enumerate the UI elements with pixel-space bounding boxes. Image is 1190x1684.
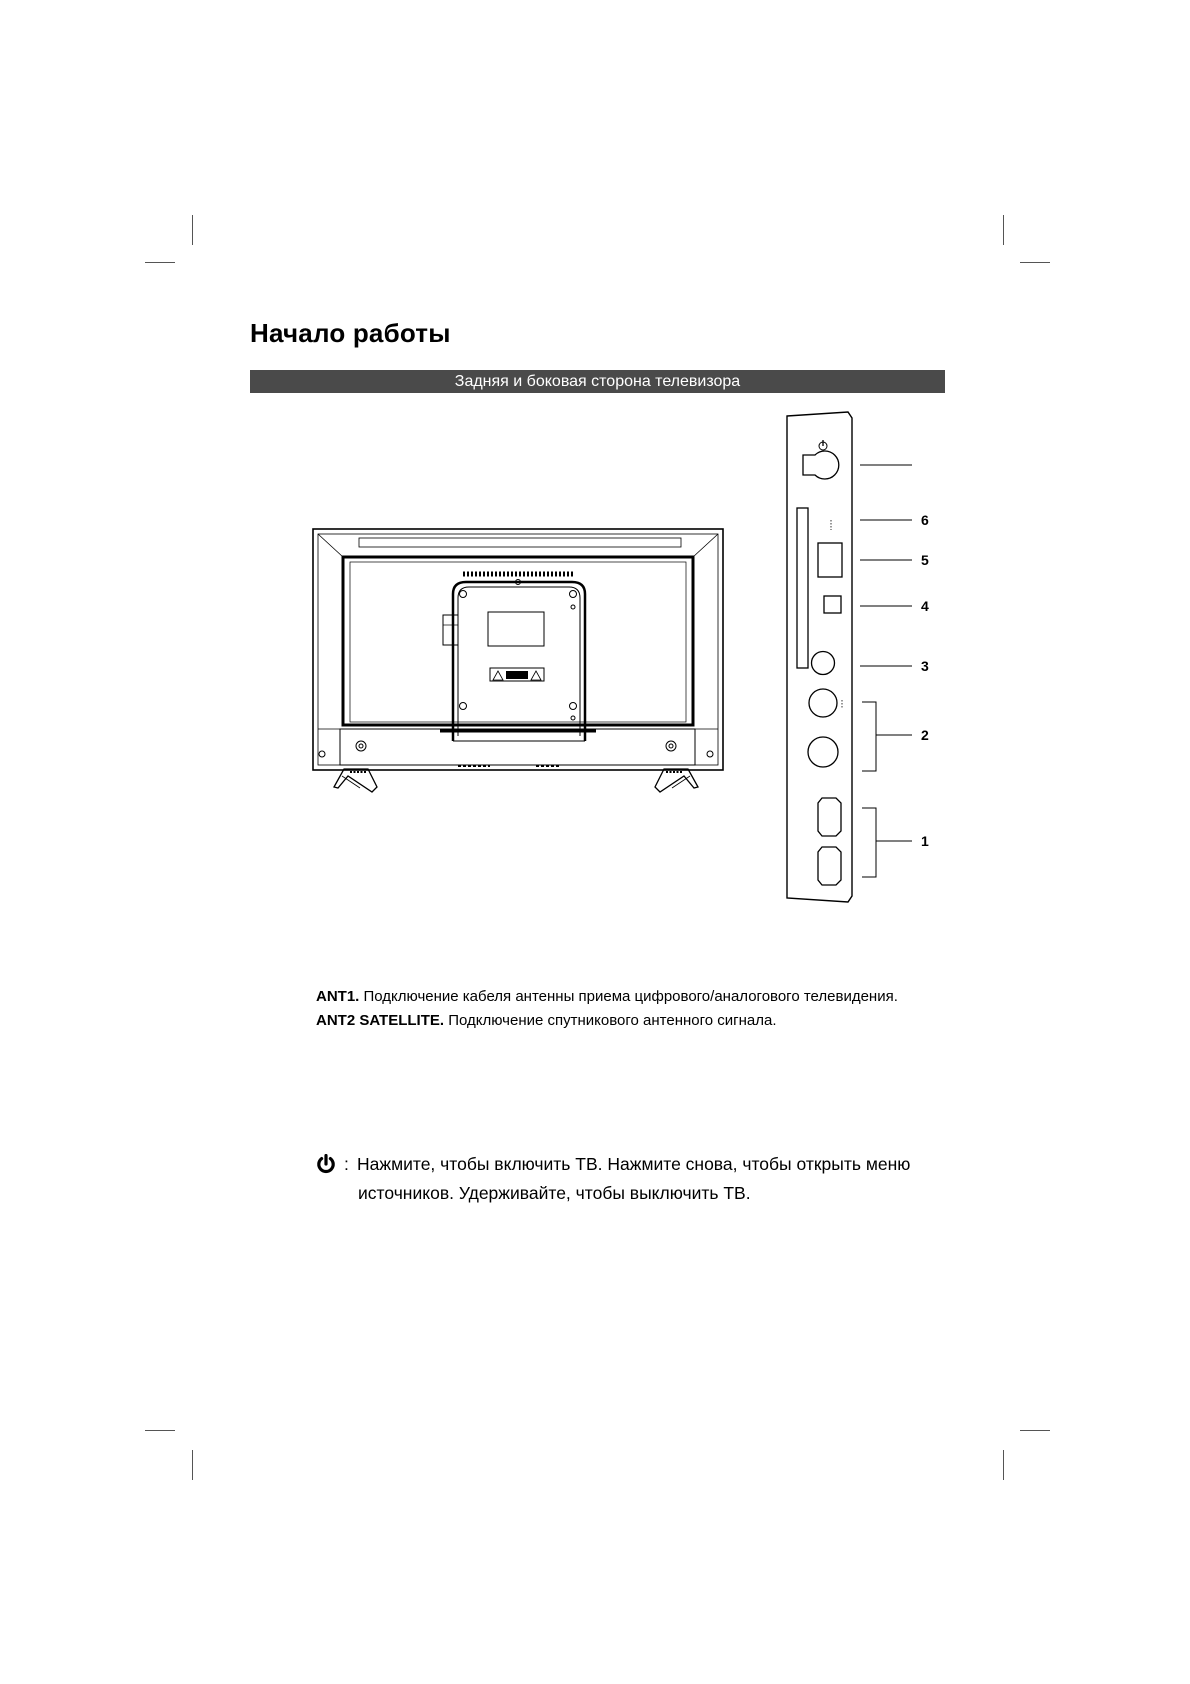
callout-labels [921,512,929,849]
ant1-label: ANT1. [316,988,360,1005]
callout-5: 5 [921,552,929,568]
callout-1: 1 [921,833,929,849]
ant2-description [316,1012,777,1029]
side-panel [787,412,852,902]
callout-4: 4 [921,598,929,614]
ant2-label: ANT2 SATELLITE. [316,1012,445,1029]
callout-6: 6 [921,512,929,528]
power-note-line-2: источников. Удерживайте, чтобы выключить ТВ. [358,1183,751,1203]
ant1-description [316,988,898,1005]
section-header: Задняя и боковая сторона телевизора [250,370,945,393]
power-icon [316,1154,336,1174]
callout-lines [860,465,912,877]
power-note-colon: : [344,1154,349,1174]
power-note-line-1: Нажмите, чтобы включить ТВ. Нажмите снова, чтобы открыть меню [357,1154,911,1174]
page-title: Начало работы [250,318,451,348]
ant1-text: Подключение кабеля антенны приема цифрового/аналогового телевидения. [359,988,898,1005]
callout-2: 2 [921,727,929,743]
ant2-text: Подключение спутникового антенного сигнала. [444,1012,777,1029]
callout-3: 3 [921,658,929,674]
tv-rear-view [313,529,723,792]
